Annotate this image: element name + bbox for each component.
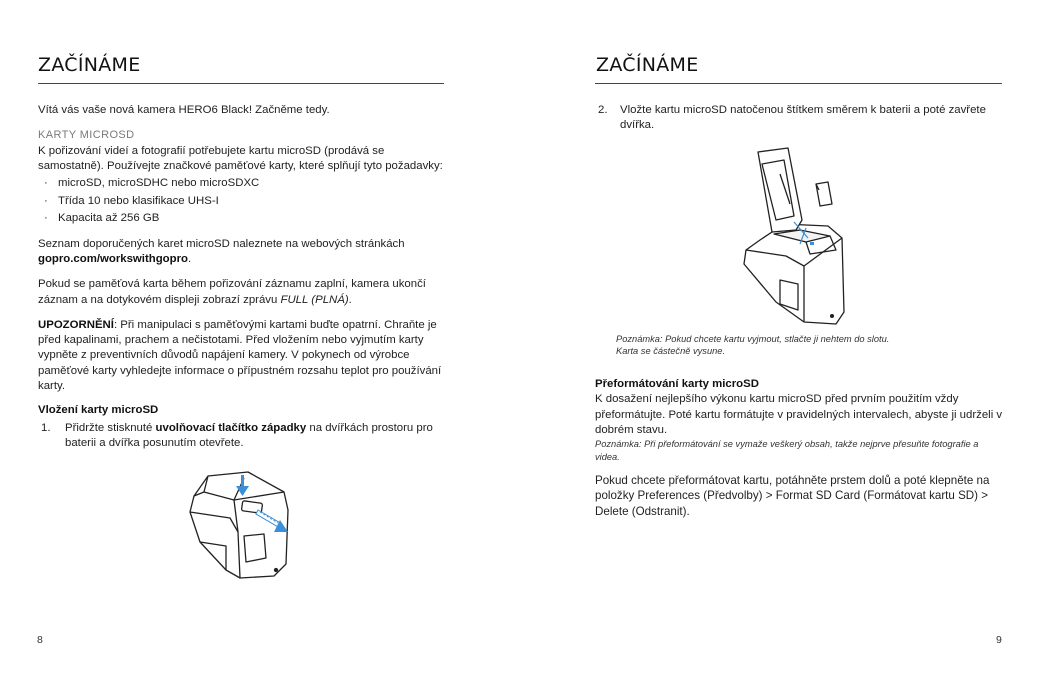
format-section <box>595 377 1005 519</box>
left-page <box>0 0 519 673</box>
page-title: ZAČÍNÁME <box>38 54 141 76</box>
title-rule <box>595 83 1002 84</box>
recommended-cards-text: Seznam doporučených karet microSD naleznete na webových stránkách gopro.com/workswithgopro. <box>38 237 405 265</box>
format-note: Poznámka: Při přeformátování se vymaže veškerý obsah, takže nejprve přesuňte fotografie a videa. <box>595 439 979 462</box>
list-item: · microSD, microSDHC nebo microSDXC <box>38 176 448 191</box>
warning-text: : Při manipulaci s paměťovými kartami buďte opatrní. Chraňte je před kapalinami, prachem a nečistotami. Před vložením nebo vyjmutím karty vypněte z preventivních důvodů napájení kamery. V pokynech od výrobce paměťové karty vyhledejte informace o přípustném rozsahu teplot pro používání karty. <box>38 318 442 393</box>
section-kicker: KARTY MICROSD <box>38 129 135 142</box>
step-1-text-a: Přidržte stisknuté <box>65 421 153 434</box>
requirements-list <box>38 176 448 226</box>
step-number: 1. <box>41 421 51 434</box>
note-line: Poznámka: Pokud chcete kartu vyjmout, stlačte ji nehtem do slotu. <box>616 334 890 344</box>
step-1 <box>38 421 448 452</box>
format-heading: Přeformátování karty microSD <box>595 378 759 390</box>
right-page <box>520 0 1039 673</box>
recommended-cards-sentence: Seznam doporučených karet microSD naleznete na webových stránkách <box>38 237 405 250</box>
camera-card-insert-illustration <box>740 146 852 326</box>
step-1-text <box>61 421 448 452</box>
insert-card-heading: Vložení karty microSD <box>38 404 159 417</box>
sd-requirements-text: K pořizování videí a fotografií potřebujete kartu microSD (prodává se samostatně). Používejte značkové paměťové karty, které splňují tyto požadavky: <box>38 144 443 172</box>
page-number: 9 <box>996 634 1002 646</box>
right-body <box>595 103 1005 134</box>
card-full-text: Pokud se paměťová karta během pořizování záznamu zaplní, kamera ukončí záznam a na dotykovém displeji zobrazí zprávu FULL (PLNÁ). <box>38 278 426 306</box>
step-1-text-b: na dvířkách prostoru pro baterii a dvířka posunutím otevřete. <box>65 421 433 449</box>
format-text: K dosažení nejlepšího výkonu kartu microSD před prvním použitím vždy přeformátujte. Poté kartu formátujte v pravidelných intervalech, abyste ji udrželi v dobrém stavu. <box>595 393 1003 436</box>
latch-button-label: uvolňovací tlačítko západky <box>155 421 307 434</box>
full-message: FULL (PLNÁ) <box>280 293 349 306</box>
step-number: 2. <box>598 104 608 116</box>
workswithgopro-link[interactable]: gopro.com/workswithgopro <box>38 252 188 265</box>
card-full-sentence: Pokud se paměťová karta během pořizování záznamu zaplní, kamera ukončí záznam a na dotykovém displeji zobrazí zprávu <box>38 278 426 306</box>
format-howto-text: Pokud chcete přeformátovat kartu, potáhněte prstem dolů a poté klepněte na položky Preferences (Předvolby) > Format SD Card (Formátovat kartu SD) > Delete (Odstranit). <box>595 474 990 518</box>
step-2-text: Vložte kartu microSD natočenou štítkem směrem k baterii a poté zavřete dvířka. <box>620 104 986 132</box>
page-title: ZAČÍNÁME <box>596 54 699 76</box>
list-item: · Třída 10 nebo klasifikace UHS-I <box>38 194 448 209</box>
left-body <box>38 103 448 451</box>
intro-text: Vítá vás vaše nová kamera HERO6 Black! Začněme tedy. <box>38 104 330 116</box>
list-item: · Kapacita až 256 GB <box>38 211 448 226</box>
remove-card-note <box>616 333 996 358</box>
camera-door-illustration <box>186 466 298 584</box>
warning-paragraph <box>38 318 448 394</box>
warning-label: UPOZORNĚNÍ <box>38 318 114 331</box>
page-number: 8 <box>37 634 43 646</box>
step-2 <box>595 103 1005 134</box>
title-rule <box>38 83 444 84</box>
note-line: Karta se částečně vysune. <box>616 346 726 357</box>
